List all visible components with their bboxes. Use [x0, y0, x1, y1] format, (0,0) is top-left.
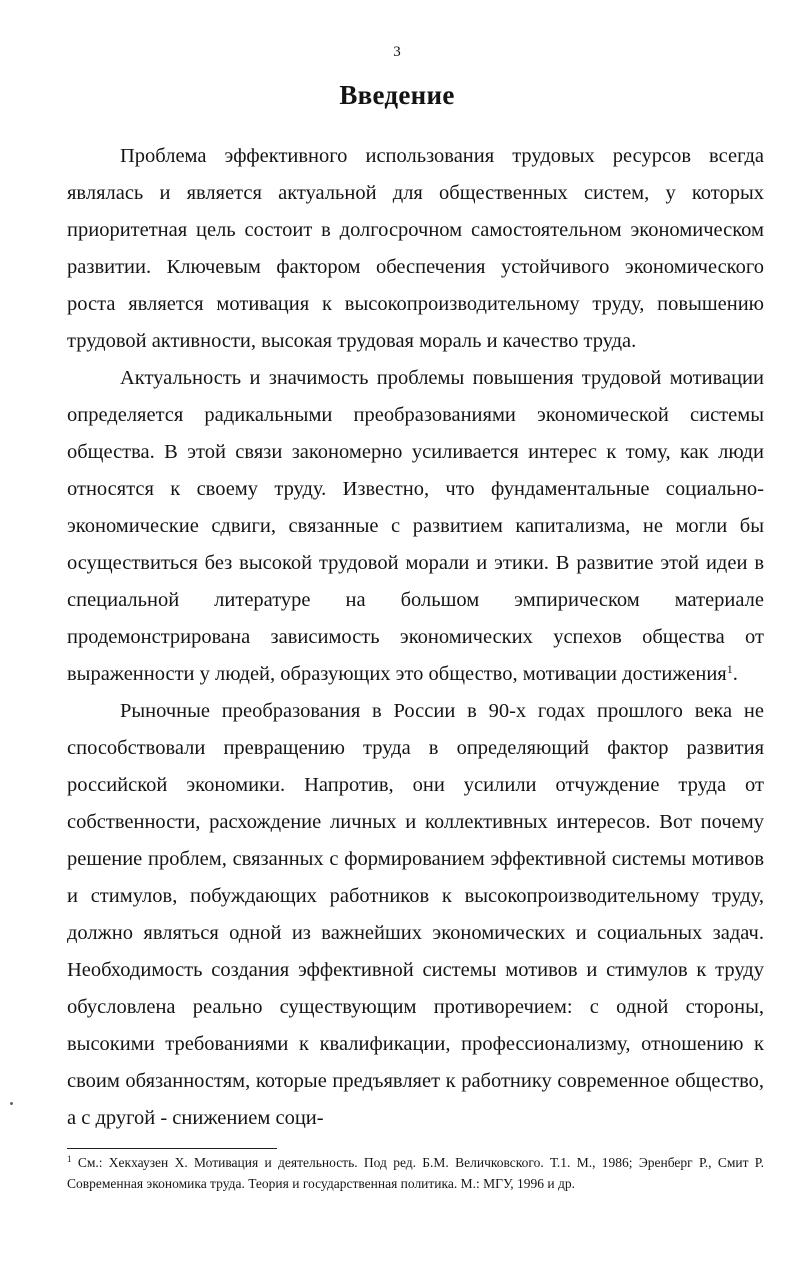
paragraph-1-text: Проблема эффективного использования трудовых ресурсов всегда являлась и является актуальной для общественных систем, у которых приоритетная цель состоит в долгосрочном самостоятельном экономическом развитии. Ключевым фактором обеспечения устойчивого экономического роста является мотивация к высокопроизводительному труду, повышению трудовой активности, высокая трудовая мораль и качество труда.: [67, 145, 764, 352]
paragraph-2: [67, 360, 764, 693]
footnote-reference[interactable]: 1: [726, 662, 733, 676]
body-text: [67, 138, 764, 1137]
margin-dot: [10, 1102, 13, 1105]
footnote: [67, 1152, 764, 1194]
paragraph-3-text: Рыночные преобразования в России в 90-х годах прошлого века не способствовали превращению труда в определяющий фактор развития российской экономики. Напротив, они усилили отчуждение труда от собственности, расхождение личных и коллективных интересов. Вот почему решение проблем, связанных с формированием эффективной системы мотивов и стимулов, побуждающих работников к высокопроизводительному труду, должно являться одной из важнейших экономических и социальных задач. Необходимость создания эффективной системы мотивов и стимулов к труду обусловлена реально существующим противоречием: с одной стороны, высокими требованиями к квалификации, профессионализму, отношению к своим обязанностям, которые предъявляет к работнику современное общество, а с другой - снижением соци-: [67, 700, 764, 1129]
paragraph-2-tail: .: [732, 663, 738, 685]
paragraph-2-text: Актуальность и значимость проблемы повышения трудовой мотивации определяется радикальными преобразованиями экономической системы общества. В этой связи закономерно усиливается интерес к тому, как люди относятся к своему труду. Известно, что фундаментальные социально-экономические сдвиги, связанные с развитием капитализма, не могли бы осуществиться без высокой трудовой морали и этики. В развитие этой идеи в специальной литературе на большом эмпирическом материале продемонстрирована зависимость экономических успехов общества от выраженности у людей, образующих это общество, мотивации достижения: [67, 367, 764, 685]
paragraph-1: [67, 138, 764, 360]
footnote-marker: 1: [67, 1154, 72, 1164]
page-number: 3: [393, 44, 401, 60]
footnote-divider: [67, 1148, 277, 1149]
paragraph-3: [67, 693, 764, 1137]
footnote-text: См.: Хекхаузен Х. Мотивация и деятельность. Под ред. Б.М. Величковского. Т.1. М., 1986; Эренберг Р., Смит Р. Современная экономика труда. Теория и государственная политика. М.: МГУ, 1996 и др.: [67, 1155, 765, 1191]
page-title: Введение: [339, 80, 455, 110]
